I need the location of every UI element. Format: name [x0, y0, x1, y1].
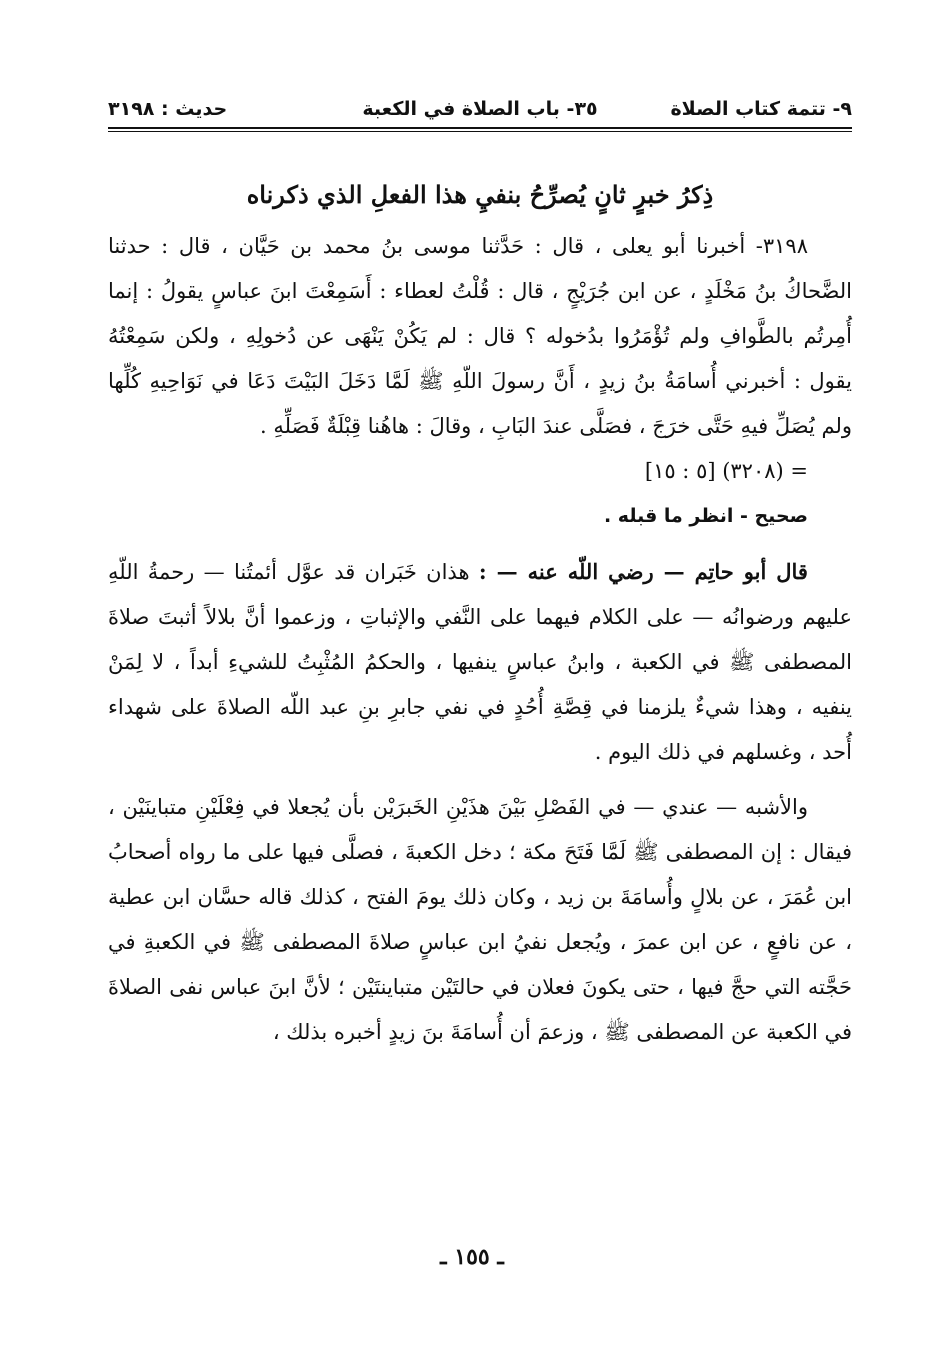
running-header	[108, 92, 852, 126]
commentary-lead: قال أبو حاتِم — رضي اللّه عنه — :	[478, 559, 808, 584]
header-hadith-number: حديث : ٣١٩٨	[108, 98, 228, 120]
hadith-verdict: صحيح - انظر ما قبله .	[603, 505, 808, 527]
paragraph-gap	[108, 539, 852, 549]
paragraph-gap	[108, 775, 852, 785]
page-body	[108, 170, 852, 1055]
header-divider-thin	[108, 131, 852, 132]
commentary-paragraph-1	[108, 549, 852, 775]
header-divider	[108, 127, 852, 129]
header-section: ٣٥- باب الصلاة في الكعبة	[362, 98, 598, 120]
hadith-reference	[108, 449, 852, 494]
hadith-text: ٣١٩٨- أخبرنا أبو يعلى ، قال : حَدَّثنا موسى بنُ محمد بن حَيَّان ، قال : حدثنا الضَّحاكُ بنُ مَخْلَدٍ ، عن ابن جُرَيْجٍ ، قال : قُلْتُ لعطاء : أَسَمِعْتَ ابنَ عباسٍ يقولُ : إنما أُمِرتُم بالطَّوافِ ولم تُؤْمَرُوا بدُخوله ؟ قال : لم يَكُنْ يَنْهَى عن دُخولِهِ ، ولكن سَمِعْتُهُ يقول : أخبرني أُسامَةُ بنُ زيدٍ ، أَنَّ رسولَ اللّهِ ﷺ لَمَّا دَخَلَ البَيْتَ دَعَا في نَوَاحِيهِ كُلِّها ولم يُصَلِّ فيهِ حَتَّى خرَجَ ، فصَلَّى عندَ البَابِ ، وقالَ : هاهُنا قِبْلَةٌ فَصَلِّهِ .	[108, 234, 852, 438]
commentary-text-1: هذان خَبَران قد عوَّل أئمتُنا — رحمةُ اللّهِ عليهم ورضوانُه — على الكلام فيهما على النَّفي والإثباتِ ، وزعموا أنَّ بلالاً أثبتَ صلاةَ المصطفى ﷺ في الكعبة ، وابنُ عباسٍ ينفيها ، والحكمُ المُثْبِتُ للشيءِ أبداً ، لا لِمَنْ ينفيه ، وهذا شيءٌ يلزمنا في قِصَّةِ أُحُدٍ في نفي جابرِ بنِ عبد اللّه الصلاةَ على شهداء أُحد ، وغسلهم في ذلك اليوم .	[108, 560, 852, 764]
page-number: ـ ١٥٥ ـ	[440, 1244, 504, 1270]
section-title: ذِكرُ خبرٍ ثانٍ يُصرِّحُ بنفيِ هذا الفعلِ الذي ذكرناه	[246, 180, 714, 209]
hadith-reference-text: = (٣٢٠٨) [٥ : ١٥]	[644, 459, 808, 483]
header-chapter: ٩- تتمة كتاب الصلاة	[670, 98, 852, 120]
commentary-paragraph-2: والأشبه — عندي — في الفَصْلِ بَيْنَ هذَيْنِ الخَبرَيْن بأن يُجعلا في فِعْلَيْنِ متباينَيْن ، فيقال : إن المصطفى ﷺ لَمَّا فَتَحَ مكة ؛ دخل الكعبةَ ، فصلَّى فيها على ما رواه أصحابُ ابن عُمَرَ ، عن بلالٍ وأُسامَةَ بن زيد ، وكان ذلك يومَ الفتح ، كذلك قاله حسَّان ابن عطية ، عن نافعٍ ، عن ابن عمرَ ، ويُجعل نفيُ ابن عباسٍ صلاةَ المصطفى ﷺ في الكعبةِ في حَجَّته التي حجَّ فيها ، حتى يكونَ فعلان في حالتَيْن متباينتَيْن ؛ لأنَّ ابنَ عباس نفى الصلاةَ في الكعبة عن المصطفى ﷺ ، وزعمَ أن أُسامَةَ بنَ زيدٍ أخبره بذلك ،	[108, 795, 852, 1044]
